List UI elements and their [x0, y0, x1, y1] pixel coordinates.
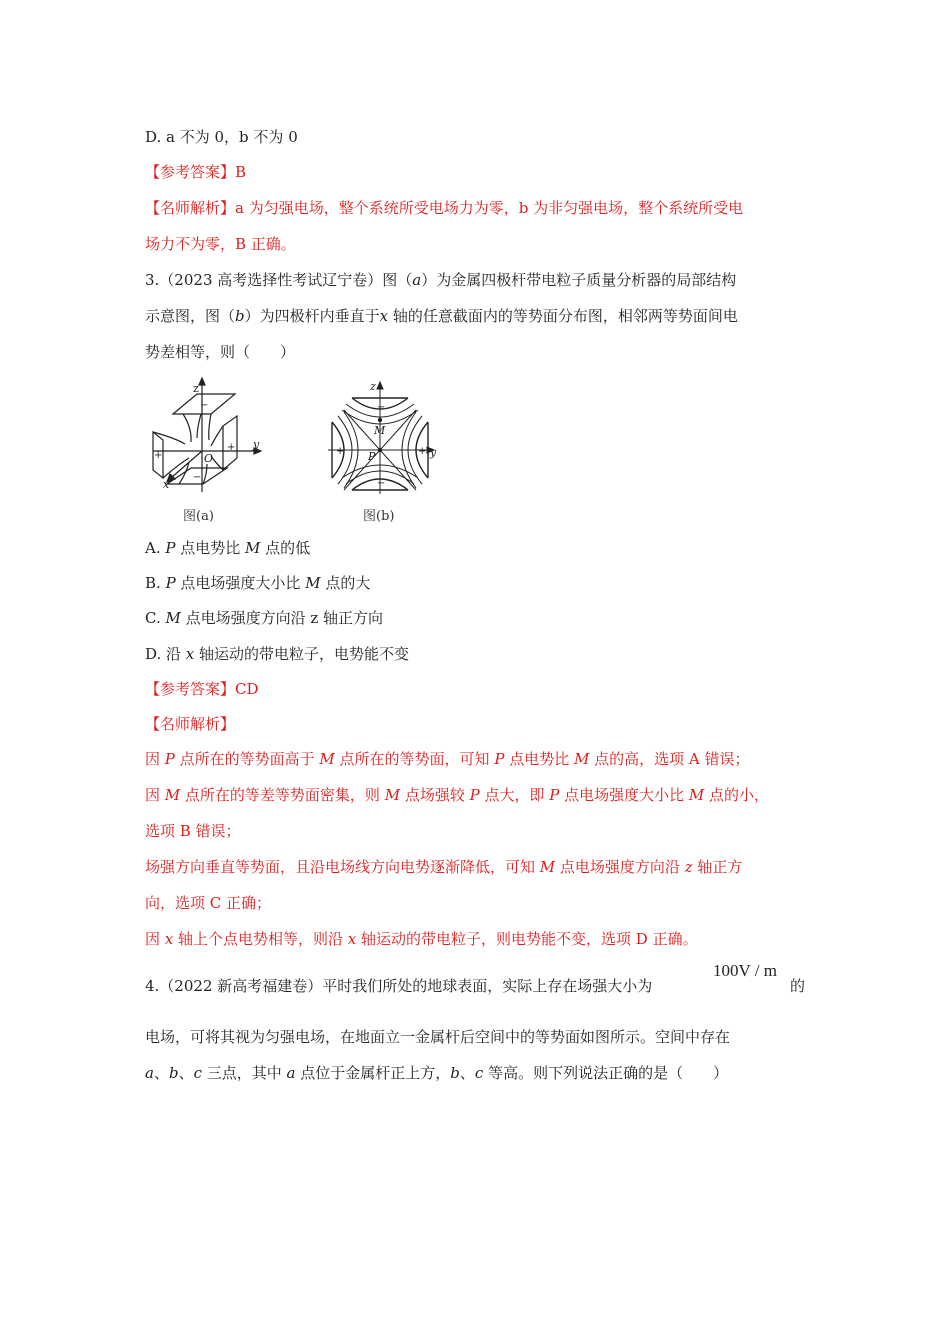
q4-var: b — [450, 1064, 460, 1082]
opt-text: 点电势比 — [175, 539, 246, 557]
exp-text: 点的小， — [704, 786, 770, 804]
opt-text: 点电场强度方向沿 z 轴正方向 — [180, 609, 384, 627]
fig-a-origin-label: O — [204, 452, 214, 465]
opt-text: 点的大 — [320, 574, 371, 592]
opt-text: 轴运动的带电粒子，电势能不变 — [194, 645, 410, 663]
opt-text: D. 沿 — [145, 645, 186, 663]
explanation-3-line-1 — [145, 749, 749, 769]
opt-text: A. — [145, 539, 166, 557]
explanation-3-line-2 — [145, 785, 769, 805]
q3-option-b — [145, 573, 370, 593]
q4-text: 三点，其中 — [202, 1064, 287, 1082]
fig-b-z-label: z — [370, 380, 376, 393]
question-3-line-2 — [145, 306, 738, 326]
exp-text: 点电场强度大小比 — [559, 786, 689, 804]
exp-text: 轴运动的带电粒子，则电势能不变，选项 D 正确。 — [356, 930, 698, 948]
explanation-3-line-4 — [145, 857, 742, 877]
question-4-line-3 — [145, 1063, 728, 1083]
explanation-2-line-1: 【名师解析】a 为匀强电场，整个系统所受电场力为零，b 为非匀强电场，整个系统所受电 — [145, 199, 744, 217]
exp-text: 点电势比 — [504, 750, 574, 768]
q3-text: 3.（2023 高考选择性考试辽宁卷）图（ — [145, 271, 413, 289]
exp-text: 点所在的等势面，可知 — [334, 750, 495, 768]
exp-text: 点电场强度方向沿 — [555, 858, 685, 876]
fig-a-top-sign: − — [200, 400, 209, 411]
exp-text: 点的高，选项 A 错误； — [589, 750, 750, 768]
question-3-line-3: 势差相等，则（ ） — [145, 343, 296, 361]
explanation-3-line-3: 选项 B 错误； — [145, 822, 241, 840]
fig-b-right-sign: + — [418, 446, 427, 457]
opt-text: 点电场强度大小比 — [175, 574, 306, 592]
fig-b-m-label: M — [374, 424, 386, 437]
q3-var-b: b — [235, 307, 245, 325]
q4-text: 、 — [459, 1064, 475, 1082]
explanation-3-line-5: 向，选项 C 正确； — [145, 894, 272, 912]
opt-var: M — [305, 574, 321, 592]
q4-text: 等高。则下列说法正确的是（ ） — [483, 1064, 729, 1082]
fig-b-point-m — [378, 418, 382, 422]
fig-a-x-label: x — [163, 478, 170, 491]
exp-var: P — [494, 750, 505, 768]
q3-var-x: x — [379, 307, 389, 325]
opt-var: P — [165, 574, 176, 592]
exp-text: 点所在的等差等势面密集，则 — [180, 786, 385, 804]
exp-var: P — [549, 786, 560, 804]
fig-b-left-sign: + — [336, 446, 345, 457]
q3-var-a: a — [412, 271, 422, 289]
exp-text: 轴上个点电势相等，则沿 — [173, 930, 348, 948]
q4-text: 点位于金属杆正上方， — [295, 1064, 451, 1082]
fig-b-p-label: P — [368, 450, 376, 463]
exp-var: M — [539, 858, 556, 876]
question-4-line-1: 4.（2022 新高考福建卷）平时我们所处的地球表面，实际上存在场强大小为 — [145, 977, 653, 995]
q4-var: b — [168, 1064, 179, 1082]
q4-text: 、 — [178, 1064, 194, 1082]
q3-option-c — [145, 608, 383, 628]
opt-var: x — [185, 645, 195, 663]
figure-a-quadrupole-rods — [145, 372, 275, 500]
opt-var: M — [165, 609, 181, 627]
q3-option-a — [145, 538, 310, 558]
exp-var: M — [384, 786, 401, 804]
exp-text: 因 — [145, 786, 165, 804]
exp-var: P — [164, 750, 175, 768]
exp-text: 因 — [145, 750, 165, 768]
q4-var: c — [193, 1064, 202, 1082]
fig-b-y-label: y — [430, 446, 437, 459]
q3-option-d — [145, 644, 409, 664]
exp-text: 点场强较 — [400, 786, 470, 804]
field-strength-value: 100V / m — [713, 961, 777, 980]
fig-a-z-label: z — [193, 382, 199, 395]
explanation-2-line-2: 场力不为零，B 正确。 — [145, 235, 296, 253]
exp-text: 因 — [145, 930, 165, 948]
exp-var: M — [319, 750, 335, 768]
fig-a-bottom-sign: − — [193, 472, 202, 483]
exp-var: z — [684, 858, 693, 876]
opt-var: P — [165, 539, 176, 557]
exp-text: 轴正方 — [692, 858, 743, 876]
fig-b-top-sign: − — [377, 402, 386, 413]
fig-a-left-sign: + — [154, 450, 163, 461]
question-4-de: 的 — [790, 977, 806, 995]
q4-var: a — [145, 1064, 154, 1082]
exp-text: 点所在的等势面高于 — [174, 750, 320, 768]
prev-option-d: D. a 不为 0，b 不为 0 — [145, 128, 298, 146]
opt-text: 点的低 — [260, 539, 311, 557]
exp-var: M — [164, 786, 181, 804]
q3-text: 轴的任意截面内的等势面分布图，相邻两等势面间电 — [388, 307, 738, 325]
question-3-line-1 — [145, 270, 736, 290]
q3-text: ）为四极杆内垂直于 — [244, 307, 380, 325]
exp-text: 点大，即 — [479, 786, 550, 804]
figure-b-equipotential-lines — [326, 374, 442, 500]
question-4-line-2: 电场，可将其视为匀强电场，在地面立一金属杆后空间中的等势面如图所示。空间中存在 — [145, 1028, 731, 1046]
answer-2: 【参考答案】B — [145, 163, 247, 181]
figure-b-caption: 图(b) — [363, 509, 395, 524]
exp-var: x — [164, 930, 174, 948]
opt-var: M — [245, 539, 261, 557]
exp-var: M — [573, 750, 590, 768]
exp-var: M — [688, 786, 705, 804]
fig-b-bottom-sign: − — [377, 478, 386, 489]
q3-text: ）为金属四极杆带电粒子质量分析器的局部结构 — [421, 271, 737, 289]
exp-text: 场强方向垂直等势面，且沿电场线方向电势逐渐降低，可知 — [145, 858, 540, 876]
opt-text: B. — [145, 574, 166, 592]
q4-var: c — [474, 1064, 484, 1082]
fig-a-right-sign: + — [227, 442, 236, 453]
q4-text: 、 — [153, 1064, 169, 1082]
q4-var: a — [286, 1064, 296, 1082]
fig-a-y-label: y — [253, 438, 260, 451]
exp-var: x — [347, 930, 357, 948]
explanation-3-line-6 — [145, 929, 698, 949]
figure-a-caption: 图(a) — [183, 509, 214, 524]
q3-text: 示意图，图（ — [145, 307, 236, 325]
explanation-3-title: 【名师解析】 — [145, 715, 236, 733]
answer-3: 【参考答案】CD — [145, 680, 259, 698]
fig-b-point-p — [378, 448, 382, 452]
opt-text: C. — [145, 609, 166, 627]
exp-var: P — [469, 786, 480, 804]
